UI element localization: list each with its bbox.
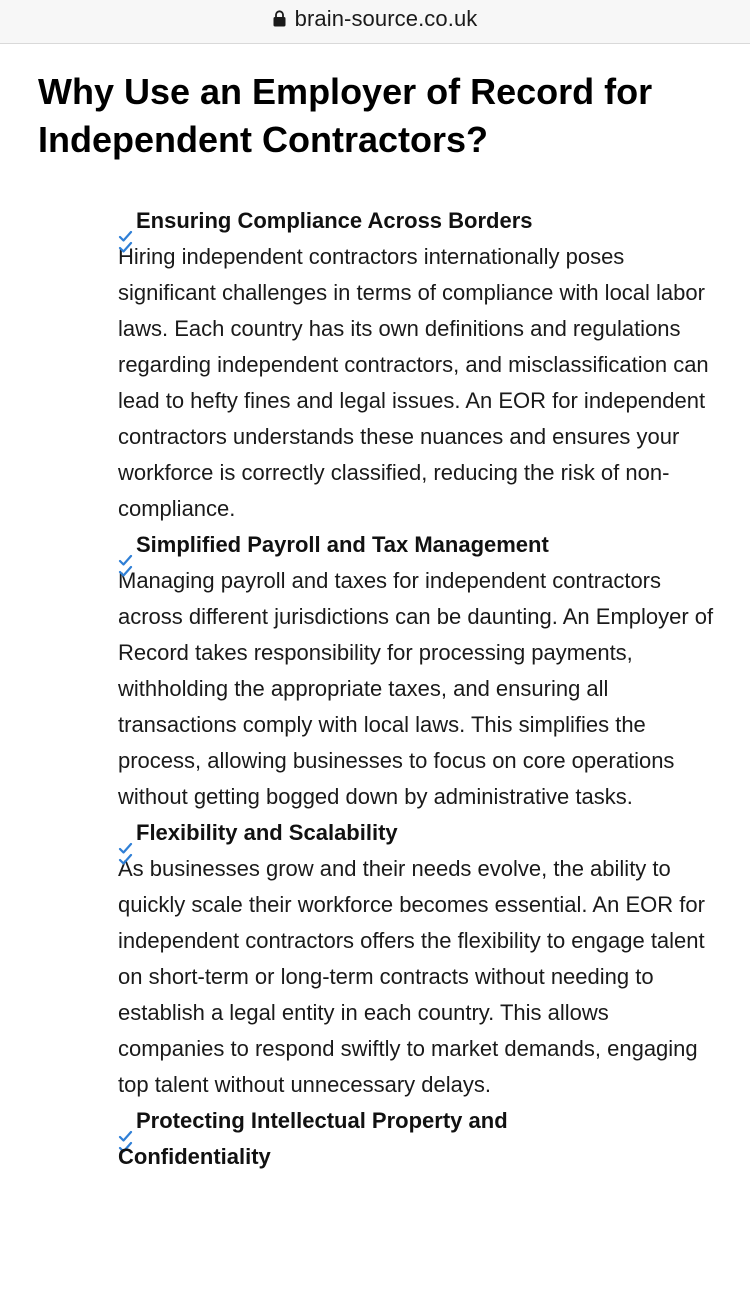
section-body: Managing payroll and taxes for independent contractors across different jurisdictions can be daunting. An Employer of Record takes responsibility for processing payments, withholding the appropriate taxes, and ensuring all transactions comply with local laws. This simplifies the process, allowing businesses to focus on core operations without getting bogged down by administrative tasks.	[118, 568, 714, 809]
section-body: As businesses grow and their needs evolve, the ability to quickly scale their workforce becomes essential. An EOR for independent contractors offers the flexibility to engage talent on short-term or long-term contracts without needing to establish a legal entity in each country. This allows companies to respond swiftly to market demands, engaging top talent without unnecessary delays.	[118, 856, 705, 1097]
section-flexibility	[118, 815, 718, 1103]
section-heading-text: Ensuring Compliance Across Borders	[136, 208, 533, 233]
page-title: Why Use an Employer of Record for Independent Contractors?	[38, 71, 653, 160]
section-heading	[118, 815, 718, 851]
section-heading-text: Flexibility and Scalability	[136, 820, 398, 845]
section-heading-text-continued: Confidentiality	[118, 1144, 271, 1169]
section-heading	[118, 527, 718, 563]
section-heading-text: Simplified Payroll and Tax Management	[136, 532, 549, 557]
section-ip-protection	[118, 1103, 718, 1175]
lock-icon	[273, 10, 286, 27]
checkmark-icon	[118, 547, 134, 577]
section-heading	[118, 1103, 718, 1175]
section-compliance	[118, 203, 718, 527]
section-payroll	[118, 527, 718, 815]
checkmark-icon	[118, 835, 134, 865]
section-heading-text: Protecting Intellectual Property and	[136, 1108, 508, 1133]
checkmark-icon	[118, 223, 134, 253]
article-content	[118, 203, 718, 1175]
section-heading	[118, 203, 718, 239]
url-text: brain-source.co.uk	[294, 5, 478, 31]
url-display[interactable]	[273, 6, 478, 32]
section-body: Hiring independent contractors internationally poses significant challenges in terms of compliance with local labor laws. Each country has its own definitions and regulations regarding independent contractors, and misclassification can lead to hefty fines and legal issues. An EOR for independent contractors understands these nuances and ensures your workforce is correctly classified, reducing the risk of non-compliance.	[118, 244, 709, 521]
browser-url-bar[interactable]	[0, 0, 750, 44]
